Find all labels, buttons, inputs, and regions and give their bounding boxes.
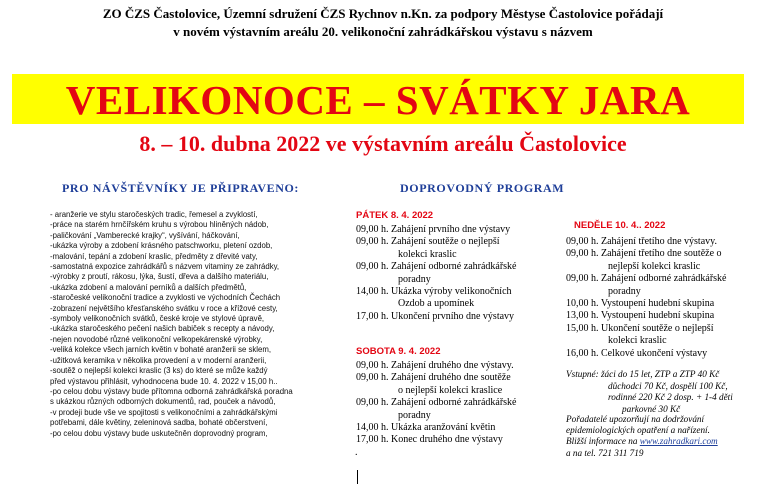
program-heading: DOPROVODNÝ PROGRAM — [400, 181, 565, 195]
program-description: Zahájení třetího dne soutěže o — [601, 248, 722, 260]
program-row — [356, 385, 517, 397]
visitor-item: -symboly velikonočních svátků, české kroje ve stylové úpravě, — [50, 314, 265, 324]
program-description: Zahájení druhého dne výstavy. — [391, 360, 514, 371]
program-row — [566, 248, 727, 260]
program-row — [356, 274, 517, 286]
visitor-item: -soutěž o nejlepší kolekci kraslic (3 ks) do které se může každý — [50, 366, 268, 376]
program-row — [356, 249, 517, 261]
program-row — [356, 261, 517, 273]
program-description: Vystoupení hudební skupina — [600, 310, 715, 322]
program-time: 09,00 h. — [356, 360, 391, 371]
program-description: Ukázka aranžování květin — [391, 422, 496, 434]
saturday-title: SOBOTA 9. 4. 2022 — [356, 346, 441, 357]
note-info-prefix: Bližší informace na — [566, 436, 640, 447]
program-description: poradny — [398, 409, 431, 421]
intro-line-1: ZO ČZS Častolovice, Územní sdružení ČZS Rychnov n.Kn. za podpory Městyse Častolovice pořádají — [102, 6, 664, 21]
entry-line: parkovné 30 Kč — [622, 403, 681, 414]
visitor-item: potřebami, dále květiny, zeleninová sadba, bohaté občerstvení, — [50, 418, 268, 428]
banner-title: VELIKONOCE – SVÁTKY JARA — [65, 77, 691, 123]
divider-line — [357, 470, 358, 484]
entry-line: Vstupné: žáci do 15 let, ZTP a ZTP 40 Kč — [566, 369, 720, 379]
program-time: 17,00 h. — [356, 310, 391, 322]
visitor-item: -staročeské velikonoční tradice a zvyklosti ve východních Čechách — [50, 293, 281, 303]
sunday-title: NEDĚLE 10. 4.. 2022 — [574, 220, 666, 231]
visitor-item: -ukázka výroby a zdobení krásného patschworku, pletení ozdob, — [50, 241, 273, 251]
program-time: 09,00 h. — [356, 224, 391, 235]
note-phone: a na tel. 721 311 719 — [566, 447, 644, 458]
visitor-item: -samostatná expozice zahrádkářů s názvem vitaminy ze zahrádky, — [50, 262, 280, 272]
visitor-item: -v prodeji bude vše ve spojitosti s velikonočními a zahrádkářskými — [50, 407, 278, 417]
program-time: 16,00 h. — [566, 347, 601, 359]
program-row — [566, 310, 727, 322]
program-description: poradny — [398, 273, 431, 285]
program-time: 09,00 h. — [356, 397, 391, 409]
visitors-list — [50, 210, 350, 439]
entry-fees — [566, 369, 761, 415]
program-row — [566, 261, 727, 273]
program-description: poradny — [608, 285, 641, 297]
intro-line-2: v novém výstavním areálu 20. velikonoční zahrádkářskou výstavu s názvem — [173, 24, 593, 39]
program-description: o nejlepší kolekci kraslice — [398, 384, 503, 396]
friday-program — [356, 224, 517, 323]
program-row — [356, 397, 517, 409]
program-description: kolekci kraslic — [398, 248, 457, 260]
program-row — [356, 434, 517, 446]
program-description: nejlepší kolekci kraslic — [608, 260, 701, 272]
program-row — [566, 273, 727, 285]
program-row — [566, 298, 727, 310]
program-time: 14,00 h. — [356, 422, 391, 434]
organizer-note — [566, 414, 761, 459]
program-row — [356, 372, 517, 384]
program-time: 10,00 h. — [566, 298, 601, 310]
title-banner — [12, 74, 744, 124]
sunday-program — [566, 236, 727, 360]
note-lines — [566, 414, 761, 436]
program-description: Zahájení odborné zahrádkářské — [391, 261, 517, 273]
program-row — [356, 311, 517, 323]
visitor-item: -ukázka zdobení a malování perníků a dalších předmětů, — [50, 282, 247, 292]
program-row — [356, 224, 517, 236]
program-time: 13,00 h. — [566, 310, 601, 322]
program-description: Zahájení odborné zahrádkářské — [601, 273, 727, 285]
friday-title: PÁTEK 8. 4. 2022 — [356, 210, 434, 221]
program-time: 09,00 h. — [356, 261, 391, 273]
program-description: Ozdob a upomínek — [398, 298, 475, 310]
program-description: Konec druhého dne výstavy — [391, 434, 503, 446]
visitor-item: -nejen novodobé různé velikonoční velkopekárenské výrobky, — [50, 334, 263, 344]
visitors-heading: PRO NÁVŠTĚVNÍKY JE PŘIPRAVENO: — [62, 181, 300, 195]
note-line: epidemiologických opatření a nařízení. — [566, 425, 710, 436]
program-row — [356, 236, 517, 248]
note-info-row — [566, 436, 761, 447]
program-description: Zahájení soutěže o nejlepší — [391, 236, 500, 248]
program-time: 09,00 h. — [356, 236, 391, 248]
program-description: Ukončení soutěže o nejlepší — [601, 322, 714, 334]
event-dates: 8. – 10. dubna 2022 ve výstavním areálu Častolovice — [139, 131, 627, 156]
program-row — [566, 323, 727, 335]
program-time: 15,00 h. — [566, 322, 601, 334]
visitor-item: -práce na starém hrnčířském kruhu s výrobou hliněných nádob, — [50, 220, 269, 230]
visitor-item: -po celou dobu výstavy bude uskutečněn doprovodný program, — [50, 428, 268, 438]
visitor-item: -paličkování „Vamberecké krajky“, vyšívání, háčkování, — [50, 230, 240, 240]
program-row — [356, 422, 517, 434]
visitor-item: před výstavou přihlásit, vyhodnocena bude 10. 4. 2022 v 15,00 h.. — [50, 376, 278, 386]
program-description: Zahájení prvního dne výstavy — [391, 224, 511, 235]
program-description: Zahájení třetího dne výstavy. — [601, 236, 717, 247]
program-row — [566, 348, 727, 360]
visitor-item: -výrobky z proutí, rákosu, lýka, šustí, dřeva a dalšího materiálu, — [50, 272, 269, 282]
program-time: 09,00 h. — [566, 273, 601, 285]
program-row — [356, 298, 517, 310]
program-description: Ukázka výroby velikonočních — [391, 286, 512, 298]
program-description: Celkové ukončení výstavy — [601, 347, 708, 359]
visitor-item: -zobrazení největšího křesťanského svátku v roce a křížové cesty, — [50, 303, 278, 313]
visitor-item: -po celou dobu výstavy bude přítomna odborná zahrádkářská poradna — [50, 386, 293, 396]
program-time: 17,00 h. — [356, 434, 391, 446]
program-row — [356, 360, 517, 372]
separator-dot: . — [355, 447, 358, 458]
entry-line: rodinné 220 Kč 2 dosp. + 1-4 děti — [608, 392, 733, 403]
saturday-program — [356, 360, 517, 447]
program-row — [356, 286, 517, 298]
program-row — [356, 410, 517, 422]
program-time: 09,00 h. — [356, 372, 391, 384]
visitor-item: -veliká kolekce všech jarních květin v bohaté aranžerii se sklem, — [50, 345, 272, 355]
program-row — [566, 236, 727, 248]
visitor-item: -malování, tepání a zdobení kraslic, předměty z dřevité vaty, — [50, 251, 258, 261]
program-description: Ukončení prvního dne výstavy — [391, 310, 515, 322]
visitor-item: -ukázka staročeského pečení našich babiček s recepty a návody, — [50, 324, 275, 334]
website-link[interactable]: www.zahradkari.com — [639, 436, 718, 447]
visitor-item: s ukázkou různých odborných dokumentů, rad, pouček a návodů, — [50, 397, 276, 407]
program-time: 09,00 h. — [566, 236, 601, 247]
entry-line: důchodci 70 Kč, dospělí 100 Kč, — [608, 380, 728, 391]
note-line: Pořadatelé upozorňují na dodržování — [566, 414, 705, 424]
visitor-item: -užitková keramika v několika provedení a v moderní aranžerii, — [50, 355, 267, 365]
program-time: 14,00 h. — [356, 286, 391, 298]
program-description: kolekci kraslic — [608, 335, 667, 347]
visitor-item: - aranžerie ve stylu staročeských tradic, řemesel a zvyklostí, — [50, 210, 258, 219]
program-row — [566, 286, 727, 298]
program-time: 09,00 h. — [566, 248, 601, 260]
program-description: Vystoupení hudební skupina — [600, 298, 715, 310]
program-description: Zahájení druhého dne soutěže — [391, 372, 511, 384]
program-description: Zahájení odborné zahrádkářské — [391, 397, 517, 409]
program-row — [566, 335, 727, 347]
